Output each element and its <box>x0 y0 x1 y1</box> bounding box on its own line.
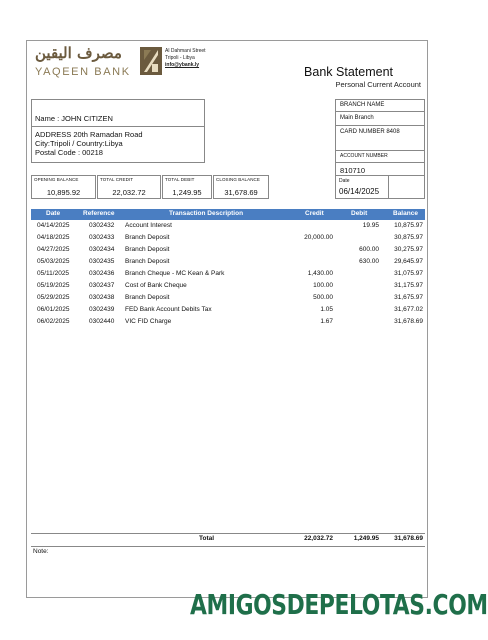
statement-date-box <box>335 175 389 199</box>
summary-label: TOTAL CREDIT <box>100 177 134 182</box>
cell-reference: 0302439 <box>89 306 115 313</box>
cell-reference: 0302437 <box>89 282 115 289</box>
cell-reference: 0302435 <box>89 258 115 265</box>
customer-name: Name : JOHN CITIZEN <box>35 114 113 123</box>
cell-credit: 1.67 <box>320 318 333 325</box>
header-balance: Balance <box>393 210 418 217</box>
total-balance: 31,678.69 <box>394 535 423 542</box>
branch-label: BRANCH NAME <box>340 102 385 108</box>
note-label: Note: <box>33 548 49 555</box>
table-row <box>31 244 425 256</box>
total-debit: 1,249.95 <box>353 535 379 542</box>
bank-city: Tripoli - Libya <box>165 55 195 61</box>
table-row <box>31 292 425 304</box>
total-row <box>31 534 425 545</box>
header-description: Transaction Description <box>169 210 244 217</box>
statement-subtitle: Personal Current Account <box>335 80 421 89</box>
header-credit: Credit <box>305 210 324 217</box>
cell-credit: 500.00 <box>313 294 333 301</box>
customer-divider <box>32 126 204 127</box>
cell-date: 05/11/2025 <box>37 270 70 277</box>
cell-balance: 31,075.97 <box>394 270 423 277</box>
cell-balance: 30,275.97 <box>394 246 423 253</box>
summary-total-credit <box>97 175 161 199</box>
table-row <box>31 256 425 268</box>
logo-english-text: YAQEEN BANK <box>35 66 131 78</box>
note-divider <box>31 546 425 547</box>
cell-balance: 31,678.69 <box>394 318 423 325</box>
card-number: CARD NUMBER 8408 <box>340 129 400 135</box>
header-reference: Reference <box>83 210 115 217</box>
summary-value: 1,249.95 <box>172 188 202 197</box>
cell-description: Branch Deposit <box>125 246 170 253</box>
summary-closing-balance <box>213 175 269 199</box>
cell-description: Account Interest <box>125 222 172 229</box>
customer-postal: Postal Code : 00218 <box>35 148 103 158</box>
info-divider <box>336 111 424 112</box>
cell-description: VIC FID Charge <box>125 318 172 325</box>
logo-arabic-text: مصرف اليقين <box>35 44 122 62</box>
summary-opening-balance <box>31 175 96 199</box>
table-row <box>31 220 425 232</box>
summary-label: OPENING BALANCE <box>34 177 79 182</box>
summary-label: CLOSING BALANCE <box>216 177 261 182</box>
cell-reference: 0302436 <box>89 270 115 277</box>
table-row <box>31 280 425 292</box>
cell-date: 05/19/2025 <box>37 282 70 289</box>
watermark-text: AMIGOSDEPELOTAS.COM <box>190 588 488 621</box>
logo-mark-icon <box>139 46 163 76</box>
cell-description: Cost of Bank Cheque <box>125 282 187 289</box>
cell-date: 05/29/2025 <box>37 294 70 301</box>
account-number-value: 810710 <box>340 166 366 175</box>
total-label: Total <box>199 535 215 542</box>
date-value: 06/14/2025 <box>339 187 380 196</box>
info-divider <box>336 162 424 163</box>
cell-date: 04/18/2025 <box>37 234 70 241</box>
cell-description: Branch Deposit <box>125 294 170 301</box>
table-row <box>31 268 425 280</box>
account-number-label: ACCOUNT NUMBER <box>340 153 388 159</box>
header-date: Date <box>46 210 61 217</box>
branch-value: Main Branch <box>340 115 374 121</box>
bank-statement-page <box>26 40 428 598</box>
cell-description: Branch Deposit <box>125 234 170 241</box>
cell-debit: 19.95 <box>362 222 379 229</box>
cell-credit: 100.00 <box>313 282 333 289</box>
cell-credit: 20,000.00 <box>304 234 333 241</box>
customer-info-box <box>31 99 205 163</box>
date-box-blank <box>388 175 425 199</box>
info-divider <box>336 150 424 151</box>
cell-debit: 630.00 <box>359 258 379 265</box>
transactions-header <box>31 209 425 220</box>
cell-description: Branch Deposit <box>125 258 170 265</box>
date-label: Date <box>339 178 350 184</box>
cell-credit: 1,430.00 <box>307 270 333 277</box>
table-row <box>31 304 425 316</box>
cell-reference: 0302434 <box>89 246 115 253</box>
bank-logo <box>35 44 157 80</box>
customer-address: ADDRESS 20th Ramadan Road <box>35 130 143 139</box>
cell-reference: 0302440 <box>89 318 115 325</box>
cell-description: Branch Cheque - MC Kean & Park <box>125 270 225 277</box>
cell-date: 04/14/2025 <box>37 222 70 229</box>
cell-balance: 31,175.97 <box>394 282 423 289</box>
statement-title: Bank Statement <box>304 65 393 79</box>
cell-balance: 29,645.97 <box>394 258 423 265</box>
summary-total-debit <box>162 175 212 199</box>
cell-debit: 600.00 <box>359 246 379 253</box>
cell-credit: 1.05 <box>320 306 333 313</box>
table-row <box>31 232 425 244</box>
cell-balance: 30,875.97 <box>394 234 423 241</box>
cell-date: 05/03/2025 <box>37 258 70 265</box>
summary-value: 10,895.92 <box>46 188 81 197</box>
cell-balance: 31,675.97 <box>394 294 423 301</box>
cell-date: 04/27/2025 <box>37 246 70 253</box>
bank-street: Al Dahmani Street <box>165 48 206 54</box>
bank-address-block <box>165 48 206 69</box>
cell-reference: 0302438 <box>89 294 115 301</box>
cell-date: 06/01/2025 <box>37 306 70 313</box>
cell-description: FED Bank Account Debits Tax <box>125 306 212 313</box>
customer-city: City:Tripoli / Country:Libya <box>35 139 123 149</box>
customer-address-block <box>35 130 143 158</box>
cell-reference: 0302432 <box>89 222 115 229</box>
summary-value: 22,032.72 <box>112 188 146 197</box>
cell-reference: 0302433 <box>89 234 115 241</box>
cell-balance: 31,677.02 <box>394 306 423 313</box>
total-credit: 22,032.72 <box>304 535 333 542</box>
summary-label: TOTAL DEBIT <box>165 177 195 182</box>
header-debit: Debit <box>351 210 368 217</box>
summary-value: 31,678.69 <box>224 188 258 197</box>
cell-balance: 10,875.97 <box>394 222 423 229</box>
cell-date: 06/02/2025 <box>37 318 70 325</box>
bank-email-link[interactable]: info@ybank.ly <box>165 62 200 68</box>
info-divider <box>336 125 424 126</box>
table-row <box>31 316 425 328</box>
